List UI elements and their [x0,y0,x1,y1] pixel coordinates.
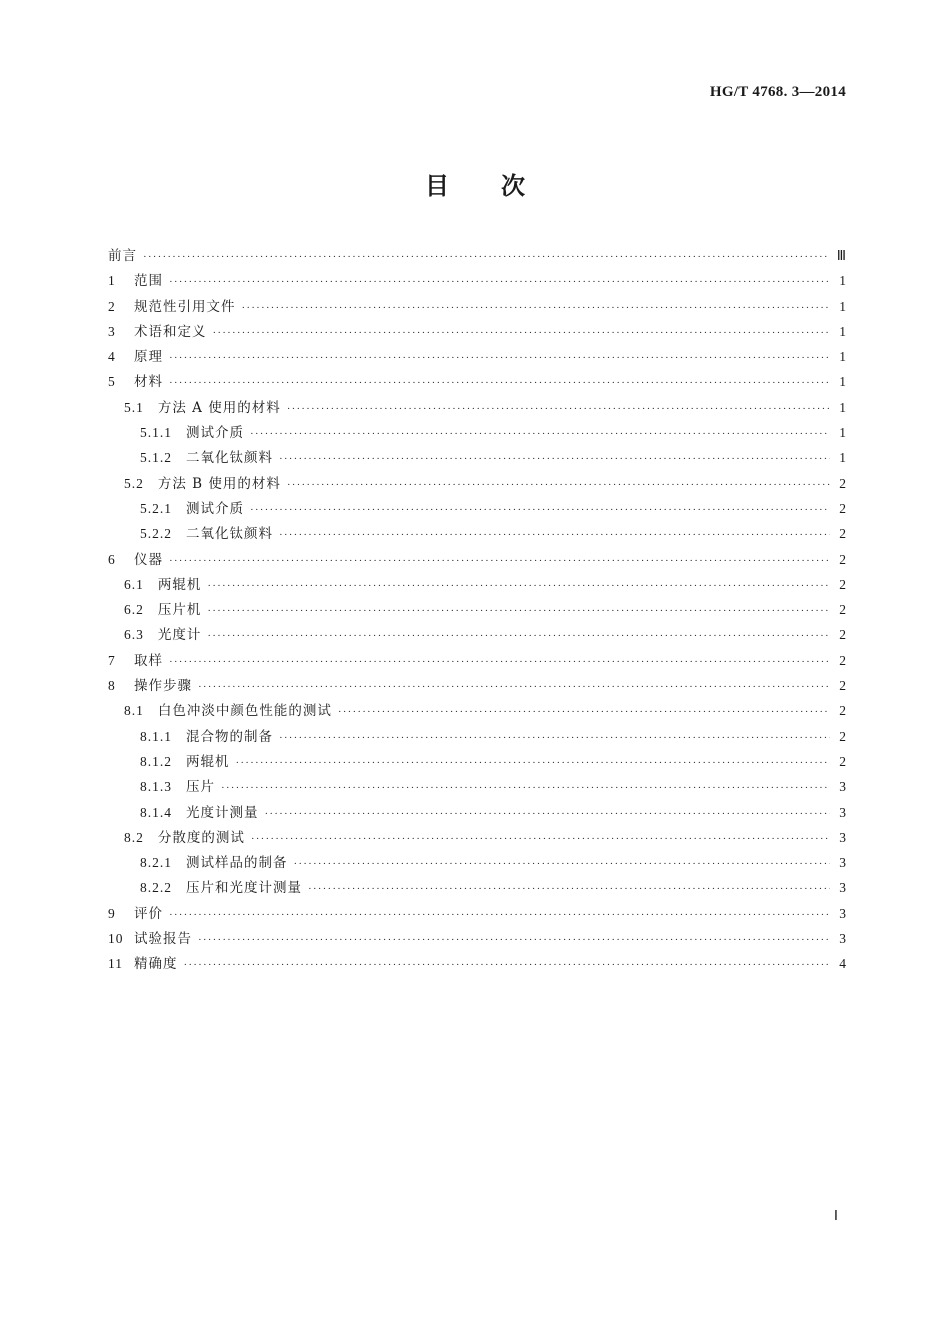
toc-entry-number: 8.1.4 [140,804,172,820]
toc-entry-label: 材料 [134,374,163,391]
toc-entry-page: 2 [839,728,846,744]
toc-entry-label: 分散度的测试 [157,829,245,846]
page-number: Ⅰ [833,1209,838,1224]
toc-entry[interactable] [108,699,846,724]
toc-leader-dots [169,656,830,668]
toc-entry-label: 原理 [134,349,163,366]
toc-title: 目次 [425,172,577,200]
toc-entry-label: 二氧化钛颜料 [186,450,273,467]
toc-entry-number: 8.1 [124,703,144,719]
toc-entry-label: 方法 A 使用的材料 [157,399,281,416]
toc-leader-dots [250,504,830,516]
toc-entry-label: 两辊机 [157,576,202,593]
toc-leader-dots [338,706,830,718]
toc-entry-label: 压片 [186,779,215,796]
toc-entry[interactable] [108,295,846,320]
toc-entry-label: 术语和定义 [134,323,207,340]
toc-entry[interactable] [108,573,846,598]
toc-leader-dots [279,453,830,465]
toc-entry-page: 1 [839,374,846,390]
toc-entry-number: 4 [108,349,116,365]
toc-leader-dots [169,555,830,567]
toc-entry-page: 3 [839,931,846,947]
toc-entry-label: 混合物的制备 [186,728,273,745]
toc-entry-label: 光度计测量 [186,804,259,821]
toc-entry-number: 5.1 [124,399,144,415]
toc-entry-page: 1 [839,349,846,365]
toc-entry-page: Ⅲ [836,248,846,263]
toc-entry-page: 1 [839,399,846,415]
toc-entry-label: 两辊机 [186,753,230,770]
toc-entry-label: 压片和光度计测量 [186,880,302,897]
toc-entry-number: 8.2.1 [140,855,172,871]
toc-entry-page: 3 [839,855,846,871]
toc-leader-dots [308,883,830,895]
toc-entry-page: 2 [839,753,846,769]
toc-entry[interactable] [108,472,846,497]
toc-leader-dots [287,403,830,415]
toc-entry[interactable] [108,851,846,876]
toc-entry-number: 6.1 [124,576,144,592]
toc-entry[interactable] [108,446,846,471]
toc-entry-number: 5.2.1 [140,500,172,516]
toc-entry[interactable] [108,370,846,395]
toc-entry-page: 2 [839,475,846,491]
toc-entry[interactable] [108,244,846,269]
toc-entry-number: 7 [108,652,116,668]
toc-entry-label: 测试样品的制备 [186,855,288,872]
toc-entry[interactable] [108,952,846,977]
toc-entry-label: 测试介质 [186,425,244,442]
toc-entry-page: 4 [839,956,846,972]
toc-entry-label: 前言 [108,248,137,264]
toc-entry-page: 2 [839,500,846,516]
toc-entry-number: 6 [108,551,116,567]
toc-entry-page: 1 [839,450,846,466]
toc-leader-dots [279,732,830,744]
toc-leader-dots [251,833,830,845]
toc-entry-number: 5.2.2 [140,526,172,542]
toc-entry-label: 仪器 [134,551,163,568]
toc-entry-page: 3 [839,880,846,896]
toc-leader-dots [143,251,830,263]
toc-entry-page: 3 [839,779,846,795]
toc-entry-label: 测试介质 [186,500,244,517]
toc-entry-label: 光度计 [157,627,202,644]
toc-leader-dots [169,352,830,364]
toc-entry-number: 10 [108,931,124,947]
toc-entry[interactable] [108,674,846,699]
toc-leader-dots [279,529,830,541]
toc-leader-dots [265,808,831,820]
toc-entry[interactable] [108,522,846,547]
toc-entry-number: 11 [108,956,123,972]
toc-entry-label: 操作步骤 [134,678,192,695]
toc-entry[interactable] [108,623,846,648]
toc-entry-number: 1 [108,273,116,289]
toc-entry[interactable] [108,927,846,952]
standard-code: HG/T 4768. 3—2014 [709,84,846,100]
toc-entry[interactable] [108,598,846,623]
toc-entry[interactable] [108,548,846,573]
toc-entry-number: 5.1.1 [140,425,172,441]
toc-leader-dots [294,858,831,870]
toc-entry-number: 5 [108,374,116,390]
toc-leader-dots [169,377,830,389]
toc-leader-dots [198,934,830,946]
toc-entry[interactable] [108,902,846,927]
toc-entry[interactable] [108,396,846,421]
toc-entry[interactable] [108,497,846,522]
toc-entry-number: 8.1.2 [140,753,172,769]
toc-leader-dots [207,580,830,592]
toc-entry[interactable] [108,345,846,370]
toc-entry-number: 6.3 [124,627,144,643]
toc-entry-page: 2 [839,551,846,567]
toc-leader-dots [207,605,830,617]
toc-entry-page: 2 [839,652,846,668]
toc-entry-label: 压片机 [157,602,202,619]
toc-entry-page: 2 [839,627,846,643]
toc-entry-page: 2 [839,602,846,618]
toc-leader-dots [169,909,830,921]
toc-entry-number: 5.1.2 [140,450,172,466]
toc-entry[interactable] [108,421,846,446]
toc-leader-dots [184,959,831,971]
toc-entry[interactable] [108,775,846,800]
toc-entry-number: 3 [108,323,116,339]
toc-entry-page: 3 [839,804,846,820]
toc-entry-label: 评价 [134,905,163,922]
toc-entry-number: 9 [108,905,116,921]
toc-entry-number: 2 [108,298,116,314]
toc-entry-page: 1 [839,298,846,314]
toc-entry-label: 试验报告 [134,931,192,948]
toc-entry-number: 6.2 [124,602,144,618]
toc-entry[interactable] [108,269,846,294]
toc-entry-number: 8.2.2 [140,880,172,896]
toc-entry-page: 3 [839,905,846,921]
toc-entry[interactable] [108,725,846,750]
toc-entry-page: 1 [839,273,846,289]
toc-entry-label: 精确度 [134,956,178,973]
toc-entry-page: 1 [839,425,846,441]
toc-entry-page: 2 [839,678,846,694]
toc-leader-dots [242,302,831,314]
toc-entry[interactable] [108,320,846,345]
toc-leader-dots [198,681,830,693]
toc-entry-label: 二氧化钛颜料 [186,526,273,543]
toc-entry-number: 8.1.1 [140,728,172,744]
toc-entry-number: 8.1.3 [140,779,172,795]
toc-entry-label: 范围 [134,273,163,290]
toc-leader-dots [287,479,830,491]
toc-entry-page: 2 [839,576,846,592]
toc-entry-label: 规范性引用文件 [134,298,236,315]
toc-entry-label: 白色冲淡中颜色性能的测试 [157,703,332,720]
toc-leader-dots [213,327,831,339]
toc-entry-number: 5.2 [124,475,144,491]
toc-entry[interactable] [108,801,846,826]
toc-leader-dots [207,630,830,642]
toc-entry-page: 2 [839,526,846,542]
toc-entry-page: 1 [839,323,846,339]
toc-entry-page: 2 [839,703,846,719]
toc-entry-label: 取样 [134,652,163,669]
toc-leader-dots [236,757,831,769]
toc-leader-dots [221,782,830,794]
toc-entry[interactable] [108,826,846,851]
toc-entry[interactable] [108,750,846,775]
toc-leader-dots [250,428,830,440]
toc-leader-dots [169,276,830,288]
toc-entry-page: 3 [839,829,846,845]
toc-entry-label: 方法 B 使用的材料 [157,475,281,492]
toc-entry[interactable] [108,876,846,901]
toc-entry-number: 8.2 [124,829,144,845]
toc-entry[interactable] [108,649,846,674]
table-of-contents [108,244,846,978]
toc-entry-number: 8 [108,678,116,694]
